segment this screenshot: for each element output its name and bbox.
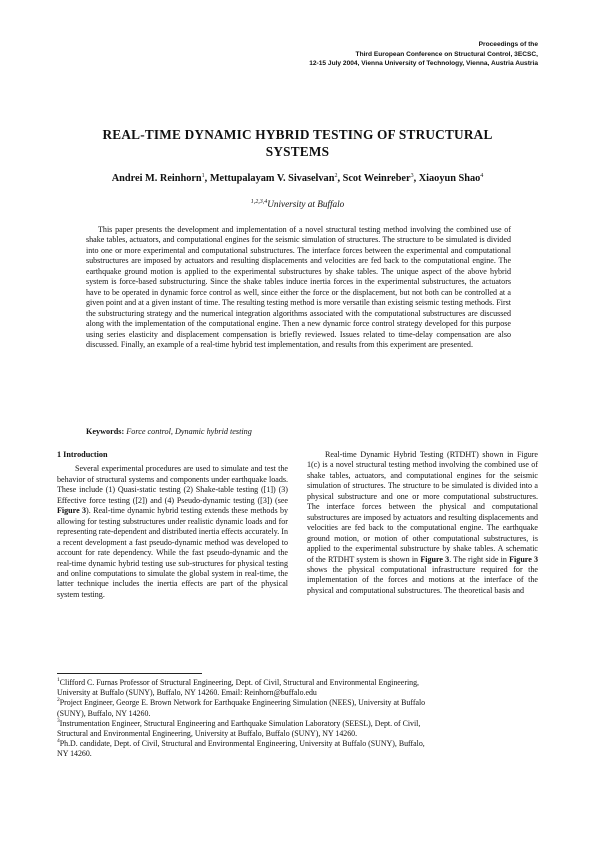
- section-heading: 1 Introduction: [57, 450, 108, 459]
- abstract-line: given instant of time. The resulting testing method is more versatile than existing seismic testing: [151, 298, 463, 308]
- body-line: forces and motions at the interface of the physical and: [307, 575, 539, 595]
- abstract-line: methods. First the substructuring strategy and the numerical integration algorithms associated with the: [86, 298, 511, 318]
- author-separator: ,: [413, 173, 419, 184]
- body-line: structures. The structure to be simulated is divided into: [352, 481, 533, 491]
- header-line-2: Third European Conference on Structural Control, 3ECSC,: [355, 50, 538, 58]
- body-line: substructures, is applied to the experimental: [307, 533, 538, 554]
- body-line: ground motion, or motion of other computational: [307, 533, 480, 543]
- body-line: ). Real-time dynamic hybrid: [86, 506, 179, 516]
- body-line: involving the combined use of shake tables, actuators,: [307, 460, 538, 480]
- body-line: Quasi-static testing (2) Shake-table testing ([1]) (3): [117, 485, 288, 495]
- abstract: [86, 225, 511, 350]
- title-line-1: REAL-TIME DYNAMIC HYBRID TESTING OF STRUCTURAL: [102, 127, 493, 142]
- footnote: [57, 678, 539, 698]
- body-line: fed back to the computational engine. The earthquake: [354, 523, 539, 533]
- author-sup: 2: [334, 173, 338, 179]
- abstract-line: Then a new dynamic force control strategy developed for this purpose using series elasticity and: [86, 319, 511, 339]
- body-line: effects accurately. In a recent development a fast: [57, 527, 288, 547]
- abstract-line: experiment are presented.: [390, 339, 473, 349]
- body-line: Real-time Dynamic Hybrid Testing (RTDHT): [325, 450, 479, 459]
- author-name: Scot Weinreber: [342, 173, 411, 184]
- body-line: the global system in real-time, the latter technique: [57, 568, 288, 589]
- footnote-line: Ph.D. candidate, Dept. of Civil, Structural and Environmental Engineering, University at Buffalo (SUNY), Buffalo,: [59, 739, 425, 749]
- left-column: [57, 450, 288, 600]
- rtdht-paragraph: [307, 450, 538, 596]
- body-line: computational substructures. The theoretical basis and: [349, 585, 525, 595]
- author-separator: ,: [204, 173, 210, 184]
- affiliation-sup: 1,2,3,4: [250, 199, 268, 205]
- footnote-line: (SUNY), Buffalo, NY 14260.: [57, 708, 151, 718]
- footnote-sup: 1: [57, 677, 60, 683]
- footnote-sup: 3: [57, 717, 60, 724]
- body-line: Effective force testing ([2]) and (4) Pseudo-dynamic: [57, 495, 231, 505]
- abstract-line: well, since either the force or the displacement, but not both can be controlled at a given point and at a: [86, 287, 512, 308]
- footnotes: [57, 678, 539, 760]
- abstract-line: substructures. The interface forces between the experimental and computational substructures are: [86, 245, 511, 266]
- author-sup: 3: [410, 173, 414, 179]
- body-line: substructures. The interface forces between the physical: [307, 491, 538, 512]
- footnote-line: Instrumentation Engineer, Structural Engineering and Earthquake Simulation Laboratory (SEESL), Dept. of Civil,: [59, 718, 421, 728]
- header-line-3: 12-15 July 2004, Vienna University of Technology, Vienna, Austria Austria: [309, 60, 538, 67]
- affiliation: [100, 199, 495, 210]
- body-line: system testing.: [57, 589, 105, 599]
- footnote-sup: 4: [57, 738, 60, 745]
- author-name: Mettupalayam V. Sivaselvan: [209, 173, 335, 184]
- author-list: [30, 173, 565, 185]
- body-line: components under earthquake loads. These include (1): [57, 474, 288, 495]
- abstract-line: discussed. Finally, an example of a real-time hybrid test implementation, and results from this: [86, 339, 389, 349]
- figure-reference: Figure 3: [57, 506, 87, 516]
- footnote: [57, 739, 539, 759]
- author-name: Andrei M. Reinhorn: [111, 173, 202, 184]
- body-line: pseudo-dynamic method was developed to account for: [57, 537, 288, 558]
- footnote-line: NY 14260.: [57, 749, 92, 759]
- abstract-line: structures. The structure to be simulated is divided into one or more experimental and computational: [86, 235, 511, 255]
- abstract-line: computational substructures are discussed along with the implementation of the computational engine.: [86, 308, 511, 329]
- body-line: includes the inertia effects are part of the physical: [112, 579, 288, 589]
- right-column: [307, 450, 538, 596]
- abstract-paragraph: [86, 225, 511, 350]
- body-line: rate dependency. While the fast pseudo-dynamic and: [97, 548, 275, 558]
- footnote: [57, 698, 539, 718]
- footnote-separator: [57, 673, 202, 674]
- keywords: [86, 427, 511, 437]
- abstract-line: the combined use of shake tables, actuators, and computational engines for the seismic simulation of: [86, 225, 511, 245]
- paper-title: [40, 127, 555, 160]
- body-line: simulate and test the behavior of structural systems and: [57, 464, 289, 484]
- body-line: the real-time dynamic hybrid testing use sub-structures: [57, 548, 289, 568]
- body-line: Several experimental procedures are used to: [75, 464, 219, 474]
- figure-reference: Figure 3: [420, 554, 450, 564]
- footnote: [57, 719, 539, 739]
- body-line: a physical substructure and one or more computational: [307, 481, 538, 501]
- footnote-line: University at Buffalo (SUNY), Buffalo, NY 14260. Email: Reinhorn@buffalo.edu: [57, 688, 317, 698]
- body-line: substructures under realistic dynamic loads and for: [122, 516, 288, 526]
- proceedings-header: [309, 40, 538, 69]
- author-sup: 1: [201, 173, 205, 179]
- body-line: for physical testing and online computations to simulate: [57, 558, 288, 578]
- body-line: . The right side in: [449, 554, 507, 564]
- abstract-line: The earthquake ground motion is applied to the experimental substructures by shake tables. The unique: [86, 256, 512, 276]
- body-line: infrastructure required for the implementation of the: [307, 564, 539, 585]
- title-line-2: SYSTEMS: [265, 143, 330, 159]
- author-separator: ,: [337, 173, 343, 184]
- abstract-line: forces in the experimental substructures, the actuators have to be operated in dynamic force control as: [86, 277, 512, 297]
- body-line: substructure by shake tables. A schematic of the: [307, 544, 539, 564]
- footnote-line: Project Engineer, George E. Brown Network for Earthquake Engineering Simulation (NEES), University at Buffalo: [59, 698, 426, 708]
- body-line: testing extends these methods by allowing for testing: [57, 506, 289, 526]
- keywords-value: Force control, Dynamic hybrid testing: [126, 427, 252, 436]
- affiliation-text: University at Buffalo: [267, 199, 345, 209]
- body-line: shown in Figure 1(c) is a novel structural testing method: [307, 450, 538, 470]
- body-line: actuators and resulting displacements and velocities are: [307, 512, 539, 533]
- author-sup: 4: [480, 173, 484, 179]
- body-line: and computational substructures are imposed by: [307, 502, 538, 522]
- abstract-line: This paper presents the development and implementation of a novel structural testing method involving: [98, 225, 441, 234]
- header-line-1: Proceedings of the: [478, 41, 538, 48]
- keywords-label: Keywords:: [86, 427, 125, 436]
- body-line: RTDHT system is shown in: [328, 554, 421, 564]
- abstract-line: imposed by actuators and resulting displacements and velocities are fed back to the computational engine.: [143, 256, 496, 266]
- abstract-line: aspect of the above hybrid system is force-based substructuring. Since the shake tables induce inertia: [86, 266, 511, 287]
- body-line: shows the physical computational: [307, 564, 427, 574]
- body-line: representing rate-dependent and distributed inertia: [57, 527, 220, 537]
- footnote-line: Structural and Environmental Engineering, University at Buffalo, Buffalo (SUNY), NY 14260.: [57, 729, 358, 739]
- intro-paragraph: [57, 464, 288, 600]
- body-line: and computational engines for the seismic simulation of: [307, 470, 538, 491]
- figure-reference: Figure 3: [509, 554, 539, 564]
- abstract-line: displacement compensation is briefly reviewed. Issues related to time-delay compensation are also: [176, 329, 511, 339]
- footnote-sup: 2: [57, 697, 60, 704]
- footnote-line: Clifford C. Furnas Professor of Structural Engineering, Dept. of Civil, Structural and Environmental Engineering,: [59, 678, 419, 687]
- author-name: Xiaoyun Shao: [418, 173, 481, 184]
- body-line: testing ([3]) (see: [233, 495, 288, 505]
